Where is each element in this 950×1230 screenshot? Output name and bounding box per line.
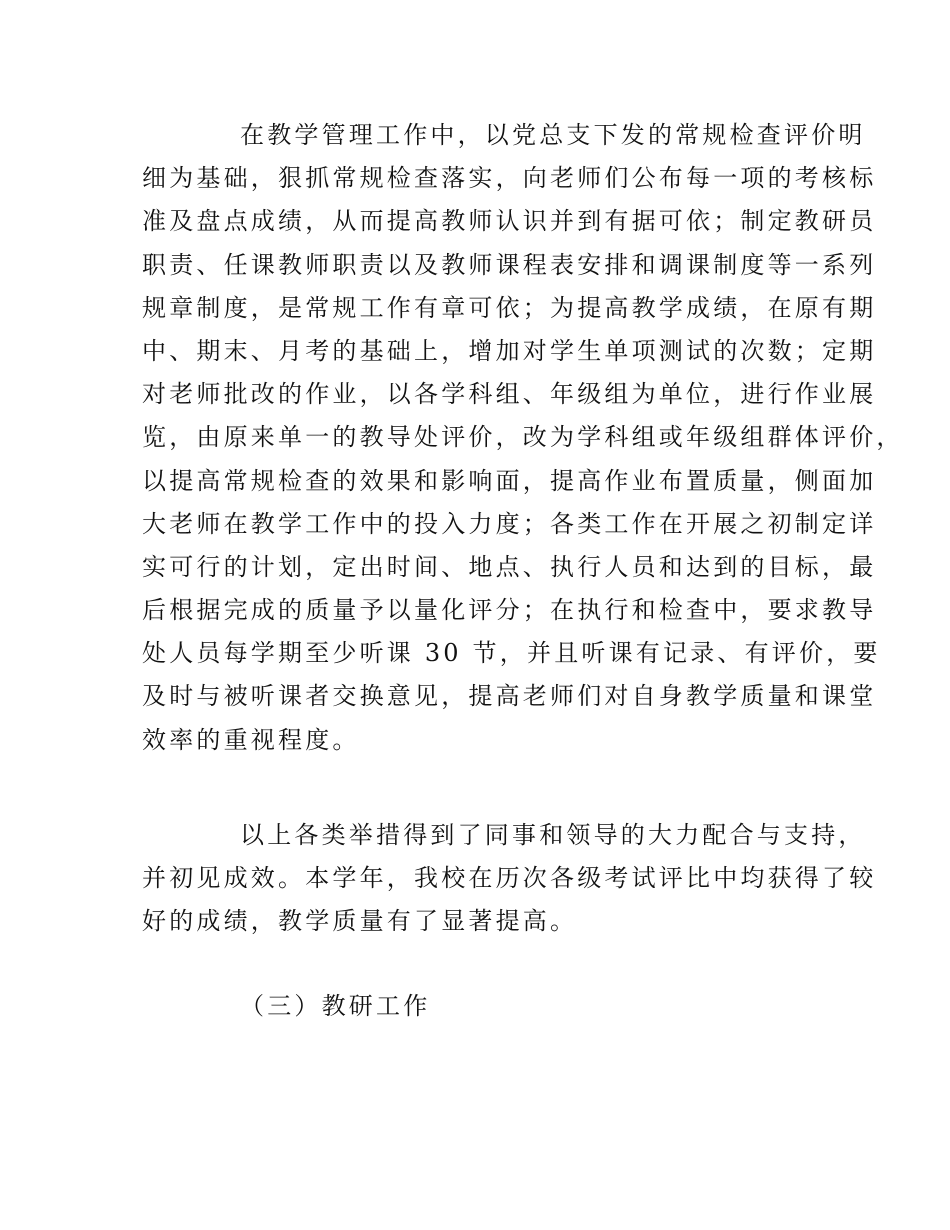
paragraph-line: 对老师批改的作业，以各学科组、年级组为单位，进行作业展 [142,380,877,409]
paragraph-results [142,814,877,944]
paragraph-line: 职责、任课教师职责以及教师课程表安排和调课制度等一系列 [142,250,877,279]
paragraph-line: 并初见成效。本学年，我校在历次各级考试评比中均获得了较 [142,864,877,893]
paragraph-line: 后根据完成的质量予以量化评分；在执行和检查中，要求教导 [142,596,877,625]
paragraph-line: 实可行的计划，定出时间、地点、执行人员和达到的目标，最 [142,552,877,581]
paragraph-line: 中、期末、月考的基础上，增加对学生单项测试的次数；定期 [142,336,877,365]
paragraph-line: 准及盘点成绩，从而提高教师认识并到有据可依；制定教研员 [142,207,877,236]
section-heading-teaching-research [142,985,822,1028]
paragraph-line: 细为基础，狠抓常规检查落实，向老师们公布每一项的考核标 [142,164,877,193]
paragraph-line: 览，由原来单一的教导处评价，改为学科组或年级组群体评价， [142,423,904,452]
paragraph-line: 以提高常规检查的效果和影响面，提高作业布置质量，侧面加 [142,466,877,495]
section-heading: （三）教研工作 [240,992,431,1020]
paragraph-line: 处人员每学期至少听课 30 节，并且听课有记录、有评价，要 [142,639,881,668]
paragraph-line: 规章制度，是常规工作有章可依；为提高教学成绩，在原有期 [142,293,877,322]
paragraph-teaching-management [142,114,904,762]
paragraph-line: 以上各类举措得到了同事和领导的大力配合与支持， [240,821,866,849]
paragraph-line: 好的成绩，教学质量有了显著提高。 [142,907,578,936]
paragraph-line: 及时与被听课者交换意见，提高老师们对自身教学质量和课堂 [142,682,877,711]
paragraph-line: 效率的重视程度。 [142,725,360,754]
paragraph-line: 大老师在教学工作中的投入力度；各类工作在开展之初制定详 [142,509,877,538]
paragraph-line: 在教学管理工作中，以党总支下发的常规检查评价明 [240,121,866,149]
